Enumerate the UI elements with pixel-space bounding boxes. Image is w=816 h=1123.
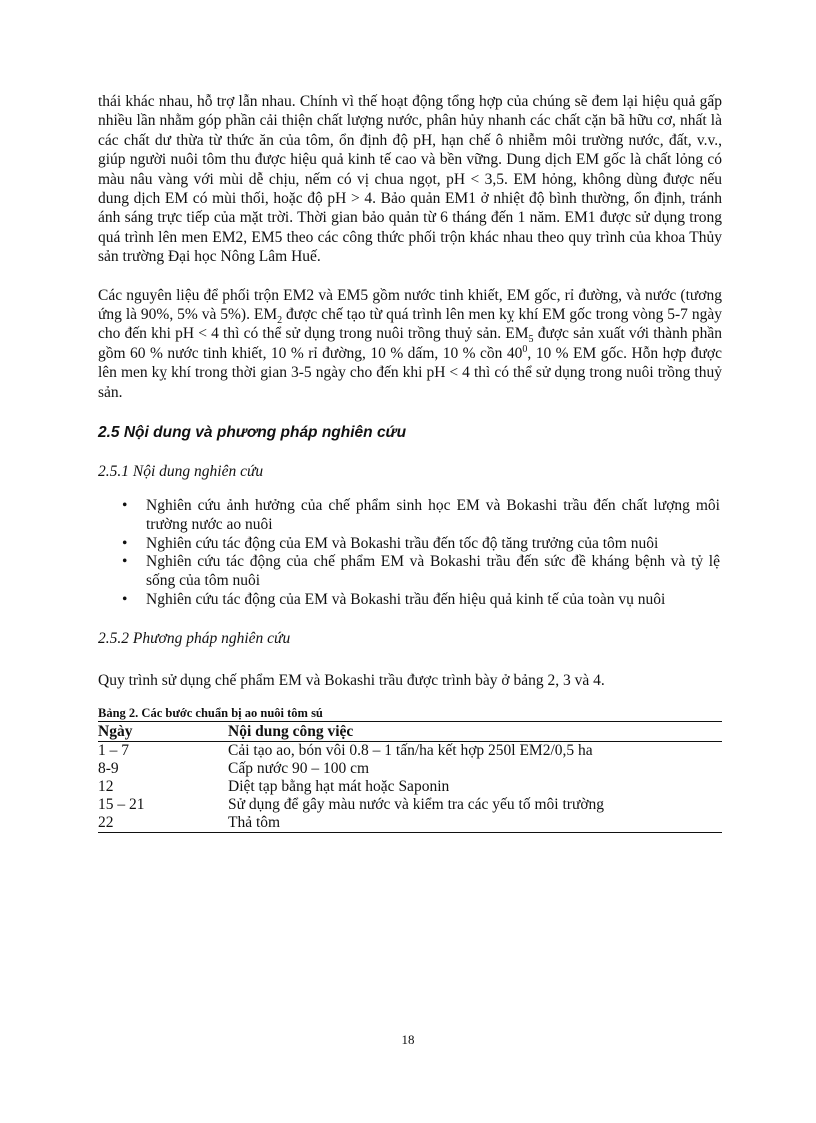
column-header-task: Nội dung công việc [228,721,722,741]
pond-preparation-table [98,721,722,833]
paragraph-text: , 10 % EM gốc. Hỗn hợp được lên men kỵ khí trong thời gian 3-5 ngày cho đến khi pH < 4 thì có thể sử dụng trong nuôi trồng thuỷ sản. [98,344,722,401]
document-page [98,92,722,833]
list-item [122,497,722,535]
table-row [98,778,722,796]
table-cell-day: 15 – 21 [98,795,145,813]
paragraph-text: được sản xuất với thành phần gồm 60 % nước tinh khiết, 10 % rỉ đường, 10 % dấm, 10 % cồn 40 [98,325,722,362]
list-item-text: Nghiên cứu tác động của chế phẩm EM và Bokashi trầu đến sức đề kháng bệnh và tỷ lệ sống của tôm nuôi [146,553,720,590]
table-caption: Bảng 2. Các bước chuẩn bị ao nuôi tôm sú [98,705,323,720]
paragraph-text: được chế tạo từ quá trình lên men kỵ khí EM gốc trong vòng 5-7 ngày cho đến khi pH < 4 thì có thể sử dụng trong nuôi trồng thuỷ sản. EM [98,306,722,343]
table-header-row [98,721,722,741]
table-cell-task: Cấp nước 90 – 100 cm [228,759,370,777]
table-row [98,814,722,833]
table-cell-task: Diệt tạp bằng hạt mát hoặc Saponin [228,777,450,795]
bullet-icon: • [122,497,128,515]
bullet-icon: • [122,553,128,571]
bullet-icon: • [122,591,128,609]
intro-paragraph: thái khác nhau, hỗ trợ lẫn nhau. Chính vì thế hoạt động tổng hợp của chúng sẽ đem lại hiệu quả gấp nhiều lần nhằm góp phần cải thiện chất lượng nước, phân hủy nhanh các chất cặn bã hữu cơ, nhất là các chất dư thừa từ thức ăn của tôm, ổn định độ pH, hạn chế ô nhiễm môi trường nước, đất, v.v., giúp người nuôi tôm thu được hiệu quả kinh tế cao và bền vững. Dung dịch EM gốc là chất lỏng có màu nâu vàng với mùi dễ chịu, nếm có vị chua ngọt, pH < 3,5. EM hỏng, không dùng được nếu dung dịch EM có mùi thối, hoặc độ pH > 4. Bảo quản EM1 ở nhiệt độ bình thường, ổn định, tránh ánh sáng trực tiếp của mặt trời. Thời gian bảo quản từ 6 tháng đến 1 năm. EM1 được sử dụng trong quá trình lên men EM2, EM5 theo các công thức phối trộn khác nhau theo quy trình của khoa Thủy sản trường Đại học Nông Lâm Huế. [98,93,722,266]
table-row [98,741,722,760]
list-item-text: Nghiên cứu tác động của EM và Bokashi trầu đến hiệu quả kinh tế của toàn vụ nuôi [146,591,666,609]
column-header-day: Ngày [98,721,228,741]
list-item [122,534,722,554]
subsection-heading-method: 2.5.2 Phương pháp nghiên cứu [98,629,291,647]
em-preparation-paragraph [98,286,722,402]
page-number: 18 [401,1032,415,1047]
subscript: 5 [528,334,534,346]
table-cell-day: 12 [98,777,114,795]
method-intro: Quy trình sử dụng chế phẩm EM và Bokashi trầu được trình bày ở bảng 2, 3 và 4. [98,671,605,689]
paragraph-text: Các nguyên liệu để phối trộn EM2 và EM5 gồm nước tinh khiết, EM gốc, rỉ đường, và nước (tương ứng là 90%, 5% và 5%). EM [98,286,722,324]
list-item-text: Nghiên cứu ảnh hưởng của chế phẩm sinh học EM và Bokashi trầu đến chất lượng môi trường nước ao nuôi [146,497,720,533]
bullet-icon: • [122,534,128,552]
subsection-heading-content: 2.5.1 Nội dung nghiên cứu [98,463,264,481]
table-cell-task: Sử dụng để gây màu nước và kiểm tra các yếu tố môi trường [228,795,605,813]
table-cell-day: 8-9 [98,759,119,777]
table-row [98,760,722,778]
section-heading: 2.5 Nội dung và phương pháp nghiên cứu [98,424,407,442]
list-item [122,553,722,591]
subscript: 2 [277,315,283,327]
table-row [98,796,722,814]
table-cell-day: 22 [98,814,228,833]
table-cell-day: 1 – 7 [98,741,129,759]
research-content-list [98,497,722,610]
list-item [122,591,722,610]
list-item-text: Nghiên cứu tác động của EM và Bokashi trầu đến tốc độ tăng trưởng của tôm nuôi [146,534,659,552]
superscript: 0 [522,343,528,355]
table-cell-task: Thả tôm [228,814,722,833]
table-cell-task: Cải tạo ao, bón vôi 0.8 – 1 tấn/ha kết hợp 250l EM2/0,5 ha [228,741,593,759]
